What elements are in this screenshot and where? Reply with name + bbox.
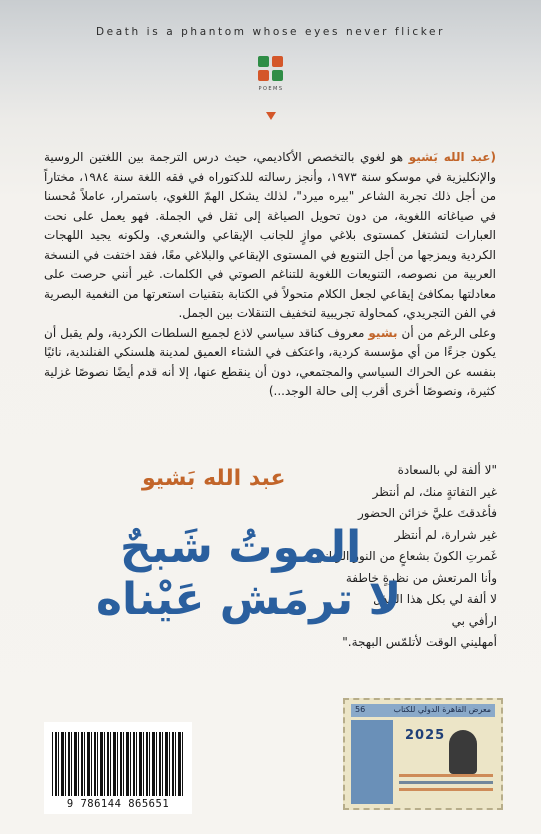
stamp-year: 2025 [405, 728, 446, 743]
stamp-header-text: معرض القاهرة الدولي للكتاب [393, 705, 491, 714]
poem-line: غير التفاتةٍ منك، لم أنتظر [372, 484, 497, 499]
poem-line: فأغدقتَ عليَّ خزائن الحضور [357, 506, 497, 520]
publisher-label: POEMS [258, 86, 284, 92]
poem-line: لا ألفة لي بكل هذا الجذل [373, 592, 497, 606]
stamp-header-number: 56 [355, 705, 366, 714]
stamp-artwork-icon [351, 720, 393, 804]
poem-line: ارأفي بي [451, 613, 497, 628]
book-title-line-1: الموتُ شَبحٌ [120, 522, 362, 573]
blurb-paragraph-1-body: هو لغوي بالتخصص الأكاديمي، حيث درس الترجمة بين اللغتين الروسية والإنكليزية في موسكو سنة ١٩٧٣، وأنجز رسالته للدكتوراه في فقه اللغة سنة ١٩٨٤، مختاراً من أجل ذلك تجربة الشاعر "بيره ميرد"، لذلك يشكل الهمّ اللغوي، باستمرار، عاملاً مُحسنا في صياغاته اللغوية، من دون تحويل الصياغة إلى ثقل في الجملة. فهو يعمل على نحت العبارات لتشتغل كمستوى بلاغي موازٍ للجانب الإيقاعي والشعري. ولكونه يجيد اللهجات الكردية ويمزجها من أجل التنويع في المستوى الإيقاعي والبلاغي معًا، فقد اختفت في النسخة العربية من نصوصه، التنويعات اللغوية للتناغم الصوتي في الكلمات. غير أنني حرصت على معادلتها بمكافئ إيقاعي لجعل الكلام متحولاً في الكتابة بتقنيات استعرتها من النغمية البصرية في الفن التجريدي، كمحاولة تجريبية لتخفيف التنقلات بين الجمل. [44, 150, 496, 320]
poem-line: وأنا المرتعش من نظرةٍ خاطفة [345, 570, 497, 585]
author-name: عبد الله بَشيو [142, 466, 286, 491]
blurb-paragraph-1 [44, 148, 496, 324]
isbn-barcode [44, 722, 192, 814]
blurb-author-name: (عبد الله بَشيو [408, 150, 496, 164]
poem-line: غَمرتِ الكونَ بشعاعٍ من النور الرباني [315, 549, 497, 563]
publisher-logo-icon [258, 56, 284, 82]
blurb-paragraph-2-prefix: وعلى الرغم من أن [401, 325, 496, 340]
blurb-text [44, 148, 496, 402]
blurb-highlight-name: بشيو [368, 325, 398, 340]
blurb-paragraph-2 [44, 324, 496, 402]
book-fair-stamp [343, 698, 503, 810]
poem-line: "لا ألفة لي بالسعادة [397, 463, 497, 477]
english-tagline: Death is a phantom whose eyes never flicker [95, 26, 445, 38]
portrait-icon [449, 730, 477, 774]
poem-line: أمهليني الوقت لأتلمّس البهجة." [342, 635, 497, 649]
blurb-paragraph-2-body: معروف كناقد سياسي لاذع لجميع السلطات الكردية، ولم يقبل أن يكون جزءًا من أي مؤسسة كردية، واعتكف في الشتاء العميق لمدينة هلسنكي الفنلندية، نائيًا بنفسه عن الحراك السياسي والمجتمعي، دون أن ينقطع عنها، إلا أنه قدم أيضًا نصوصًا غزلية كثيرة، ونصوصًا أخرى أقرب إلى حالة الوجد...) [44, 325, 496, 398]
book-title-line-2: لا ترمَش عَيْناه [96, 574, 402, 625]
isbn-number: 9 786144 865651 [66, 798, 170, 810]
triangle-marker-icon [266, 112, 276, 120]
stamp-header [351, 704, 495, 717]
stamp-caption-icon [399, 774, 493, 798]
poem-line: غير شرارة، لم أنتظر [394, 527, 497, 542]
barcode-bars-icon [52, 732, 184, 796]
